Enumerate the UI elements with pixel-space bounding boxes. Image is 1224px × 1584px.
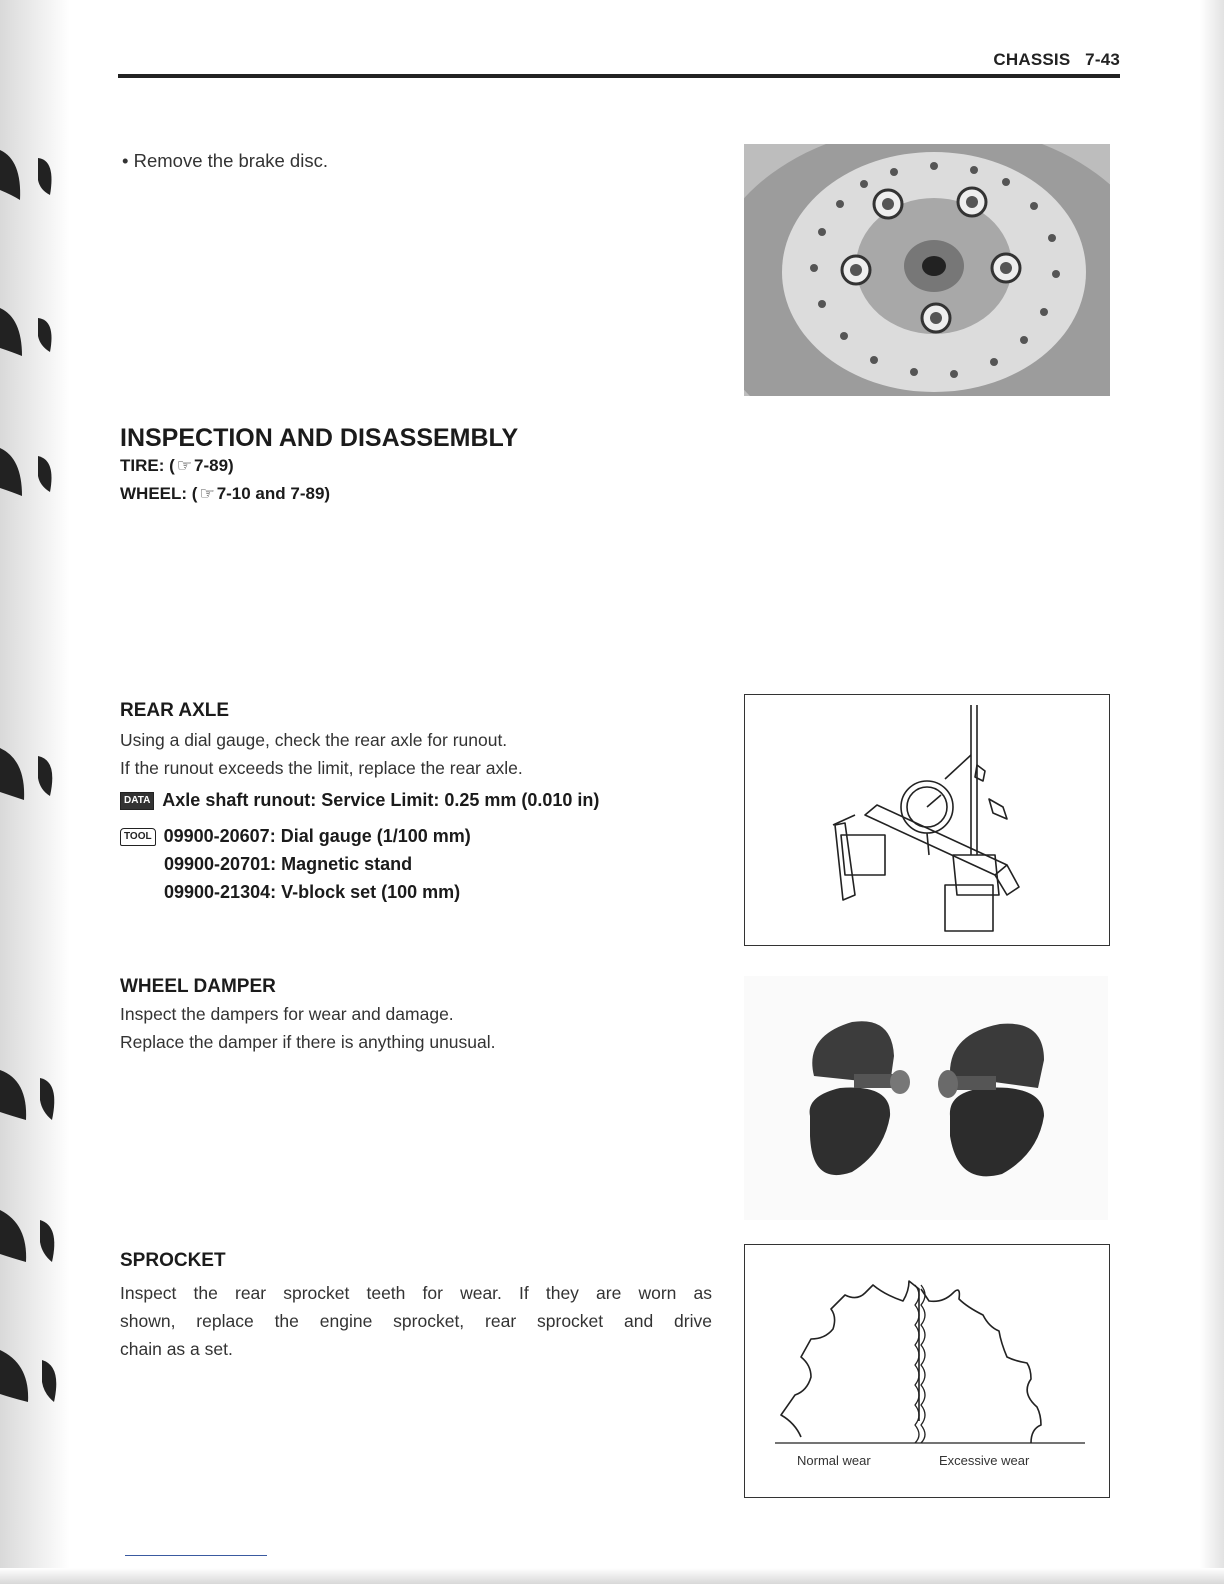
pointing-hand-icon: ☞	[199, 484, 215, 503]
clamp-knob	[989, 799, 1007, 819]
damper-right	[938, 1024, 1044, 1177]
axle-hole	[922, 256, 946, 276]
axle-runout-value: Axle shaft runout: Service Limit: 0.25 mm (0.010 in)	[162, 790, 600, 810]
wheel-damper-heading: WHEEL DAMPER	[120, 976, 276, 997]
rear-axle-line-1: Using a dial gauge, check the rear axle for runout.	[120, 730, 508, 750]
wheel-damper-line-2: Replace the damper if there is anything unusual.	[120, 1032, 496, 1052]
dial-gauge-illustration	[744, 694, 1110, 946]
pointing-hand-icon: ☞	[176, 456, 193, 475]
tire-label: TIRE: (	[120, 456, 175, 475]
tool-line-1	[120, 826, 471, 847]
remove-brake-disc-step: • Remove the brake disc.	[122, 150, 328, 171]
wheel-damper-line-1: Inspect the dampers for wear and damage.	[120, 1004, 454, 1024]
binding-edge	[0, 0, 70, 1584]
axle-runout-spec	[120, 790, 599, 811]
gauge-needle	[927, 795, 941, 807]
rear-axle-line-2: If the runout exceeds the limit, replace the rear axle.	[120, 758, 523, 778]
footer-rule	[125, 1555, 267, 1556]
sprocket-line-2: shown, replace the engine sprocket, rear sprocket and drive	[120, 1311, 712, 1331]
sprocket-line-3: chain as a set.	[120, 1339, 233, 1359]
tire-page-ref[interactable]: 7-89)	[194, 456, 234, 475]
tire-reference	[120, 456, 234, 476]
sprocket-instructions	[120, 1279, 712, 1363]
excessive-wear-teeth	[921, 1289, 1041, 1443]
magnetic-base	[953, 855, 999, 895]
tool-dial-gauge: 09900-20607: Dial gauge (1/100 mm)	[163, 826, 471, 846]
wheel-reference	[120, 484, 330, 504]
wheel-damper-photo	[744, 976, 1108, 1220]
tool-badge-icon: TOOL	[120, 828, 156, 846]
header-page-number: 7-43	[1085, 50, 1120, 69]
sprocket-wear-diagram	[744, 1244, 1110, 1498]
gauge-plunger	[927, 833, 929, 855]
page-edge-shadow	[1200, 0, 1224, 1584]
tool-v-block-set: 09900-21304: V-block set (100 mm)	[164, 882, 461, 902]
normal-wear-caption: Normal wear	[797, 1453, 871, 1468]
sprocket-heading: SPROCKET	[120, 1250, 226, 1271]
normal-wear-teeth	[781, 1281, 919, 1437]
rear-axle-heading: REAR AXLE	[120, 700, 230, 721]
sprocket-line-1: Inspect the rear sprocket teeth for wear. If they are worn as	[120, 1283, 712, 1303]
brake-disc-photo	[744, 144, 1110, 396]
header-section: CHASSIS	[993, 50, 1071, 69]
damper-left	[810, 1021, 910, 1175]
gauge-arm	[945, 755, 971, 779]
wheel-label: WHEEL: (	[120, 484, 198, 503]
header-rule	[118, 74, 1120, 78]
page-header	[900, 50, 1120, 70]
rear-axle-shaft	[865, 805, 1007, 875]
excessive-wear-caption: Excessive wear	[939, 1453, 1030, 1468]
tool-magnetic-stand: 09900-20701: Magnetic stand	[164, 854, 413, 874]
data-badge-icon: DATA	[120, 792, 154, 810]
v-block-right	[945, 885, 993, 931]
inspection-section-title: INSPECTION AND DISASSEMBLY	[120, 424, 519, 452]
wheel-page-ref[interactable]: 7-10 and 7-89)	[216, 484, 331, 503]
page-bottom-shadow	[0, 1568, 1224, 1584]
